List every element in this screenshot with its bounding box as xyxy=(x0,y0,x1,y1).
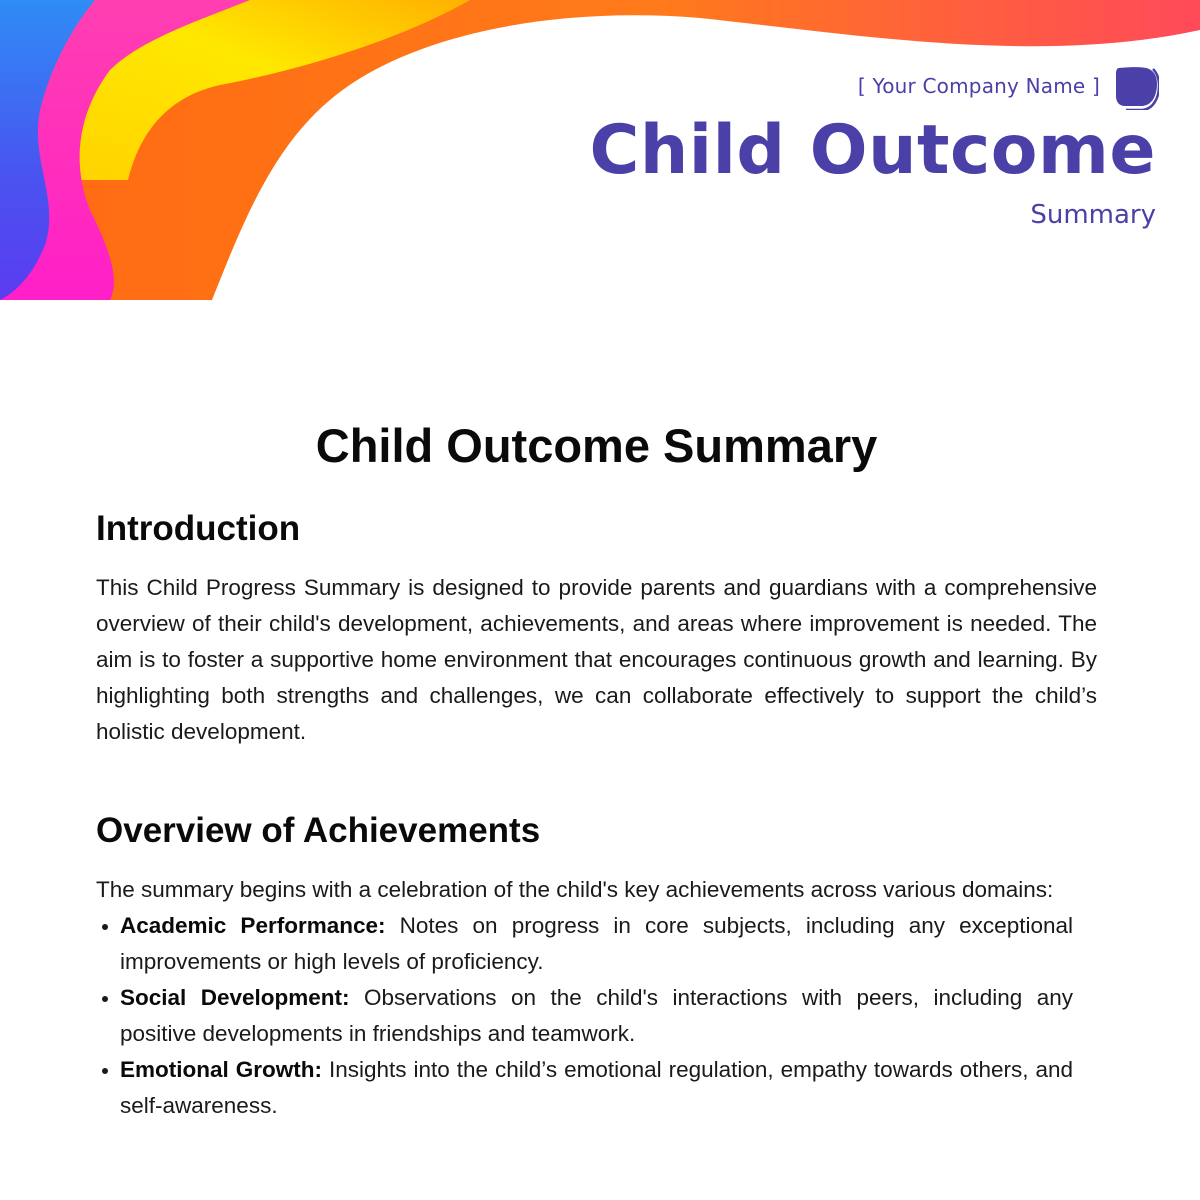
list-item-text: Insights into the child’s emotional regulation, empathy towards others, and self-awareness. xyxy=(120,1057,1073,1118)
bullet-icon xyxy=(102,924,108,930)
document-title: Child Outcome Summary xyxy=(315,419,878,472)
header-subtitle: Summary xyxy=(1030,200,1156,230)
list-item-label: Academic Performance: xyxy=(120,913,386,938)
list-item-label: Emotional Growth: xyxy=(120,1057,322,1082)
introduction-paragraph: This Child Progress Summary is designed to provide parents and guardians with a comprehensive overview of their child's development, achievements, and areas where improvement is needed. The aim is to foster a supportive home environment that encourages continuous growth and learning. By highlighting both strengths and challenges, we can collaborate effectively to support the child’s holistic development. xyxy=(96,575,1097,744)
list-item xyxy=(96,980,1073,1052)
document-body xyxy=(96,418,1097,1124)
list-item xyxy=(96,1052,1073,1124)
achievements-paragraph: The summary begins with a celebration of the child's key achievements across various domains: xyxy=(96,877,1054,902)
section-heading-achievements: Overview of Achievements xyxy=(96,811,541,850)
list-item-label: Social Development: xyxy=(120,985,350,1010)
header-title: Child Outcome xyxy=(589,111,1156,190)
section-heading-introduction: Introduction xyxy=(96,509,301,548)
list-item xyxy=(96,908,1073,980)
list-item-text: Observations on the child's interactions with peers, including any positive developments in friendships and teamwork. xyxy=(120,985,1073,1046)
company-name: [ Your Company Name ] xyxy=(857,74,1100,98)
achievements-list xyxy=(96,908,1073,1124)
company-logo-icon xyxy=(1113,64,1159,110)
bullet-icon xyxy=(102,996,108,1002)
bullet-icon xyxy=(102,1068,108,1074)
list-item-text: Notes on progress in core subjects, including any exceptional improvements or high levels of proficiency. xyxy=(120,913,1073,974)
